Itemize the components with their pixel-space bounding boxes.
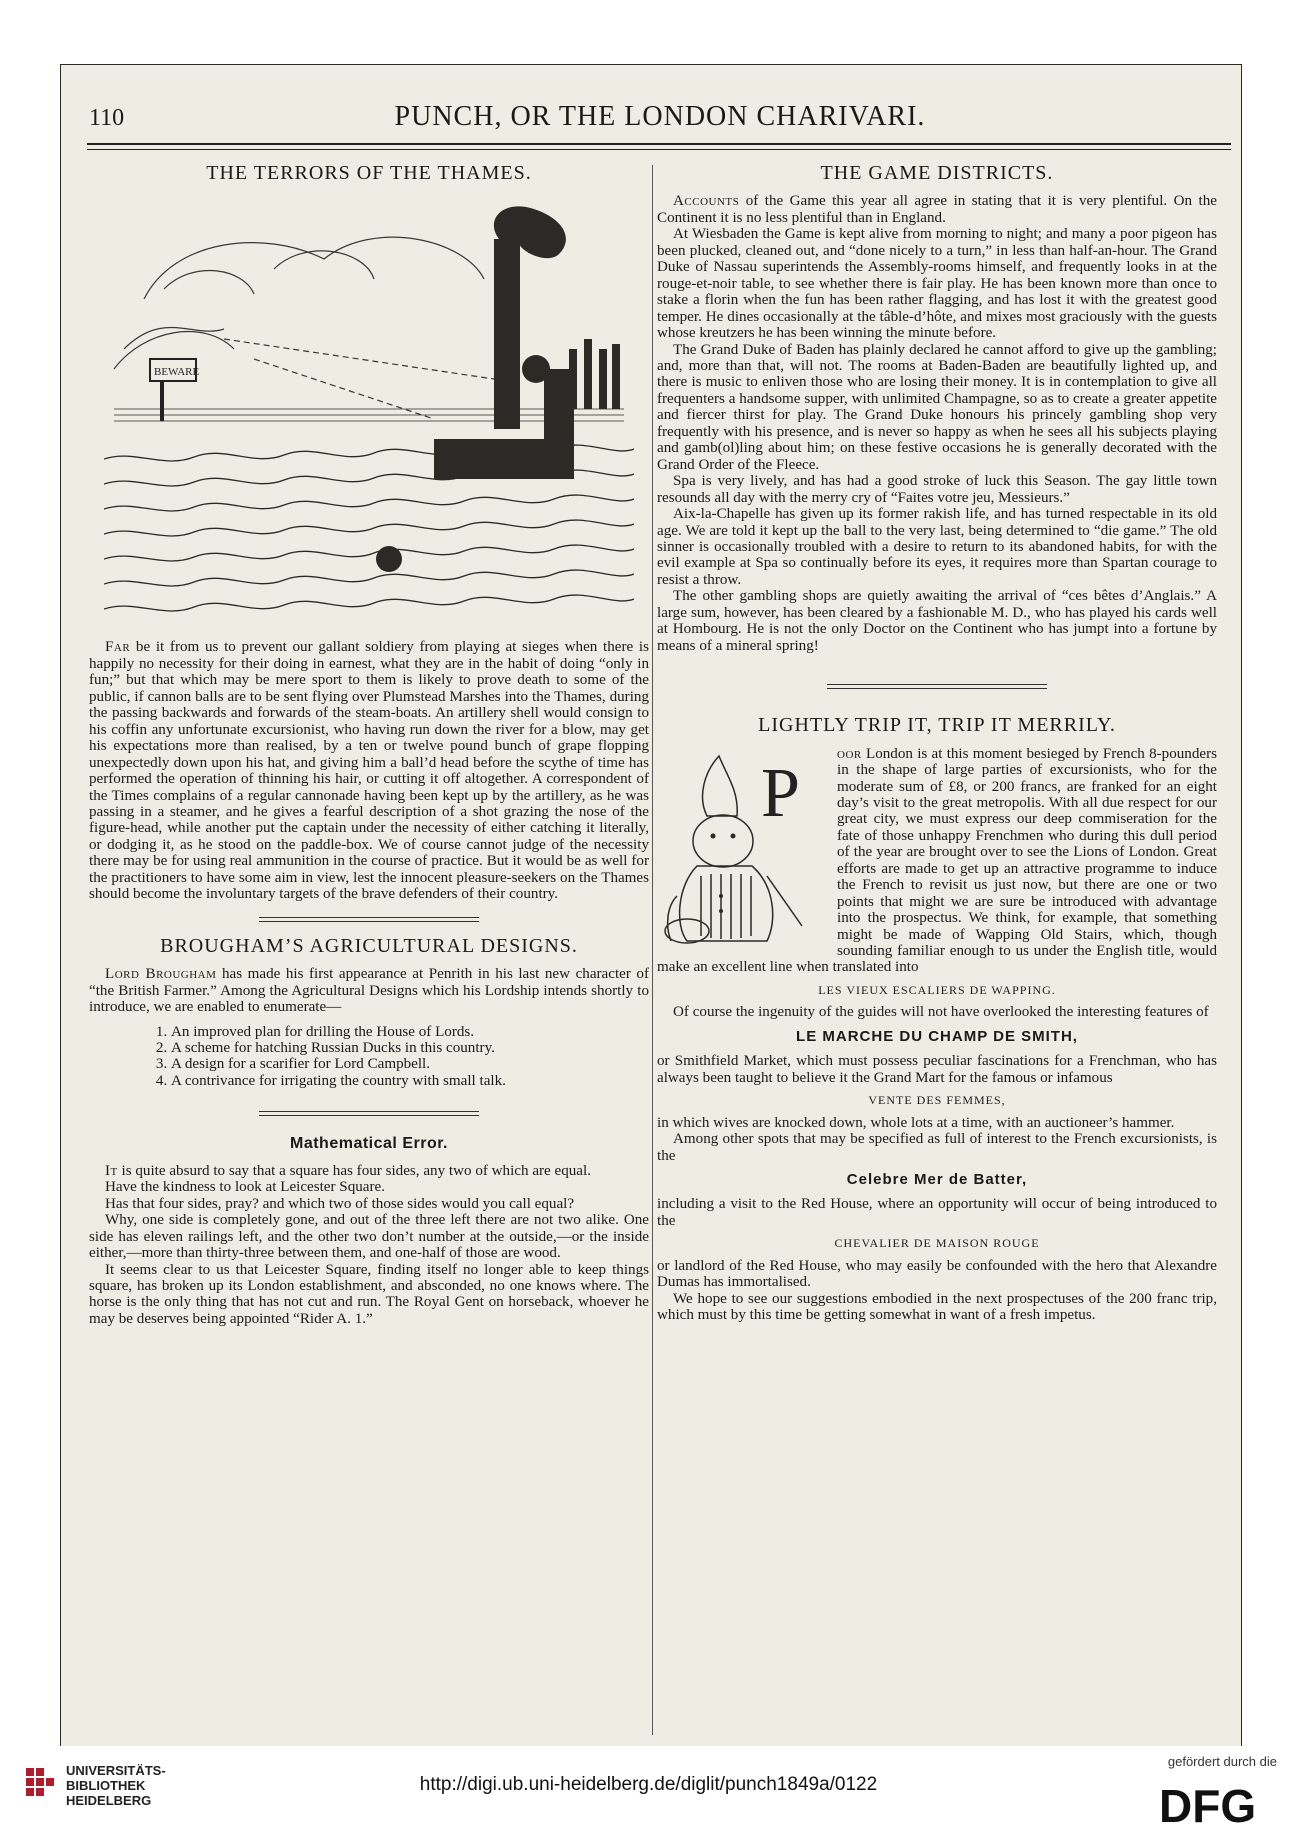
permalink-url[interactable]: http://digi.ub.uni-heidelberg.de/diglit/punch1849a/0122 [419,1774,878,1795]
article-paragraph: Spa is very lively, and has had a good stroke of luck this Season. The gay little town resounds all day with the merry cry of “Faites votre jeu, Messieurs.” [657,473,1217,506]
article-paragraph: Aix-la-Chapelle has given up its former rakish life, and has turned respectable in its old age. We are told it kept up the ball to the very last, being determined to “die game.” The old sinner is occasionally troubled with a desire to return to its abandoned habits, for with the evil example at Spa so continually before its eyes, it requires more than Spartan courage to resist a throw. [657,506,1217,588]
article-paragraph: Among other spots that may be specified as full of interest to the French excursionists, is the [657,1131,1217,1164]
article-body: has made his first appearance at Penrith in his last new character of “the British Farmer.” Among the Agricultural Designs which his Lordship intends shortly to introduce, we are enabled to enumerate— [89,966,649,1016]
frenchman-illustration [657,746,829,944]
list-item: 2. A scheme for hatching Russian Ducks in this country. [171,1040,649,1056]
article-lead-word: Lord Brougham [105,966,217,983]
list-item: 1. An improved plan for drilling the House of Lords. [171,1024,649,1040]
article-paragraph: or landlord of the Red House, who may easily be confounded with the hero that Alexandre Dumas has immortalised. [657,1257,1217,1291]
section-divider [827,684,1047,689]
article-title: LIGHTLY TRIP IT, TRIP IT MERRILY. [758,714,1116,737]
designs-list [89,1024,649,1090]
page-scan [60,64,1242,1748]
article-mathematical-error [89,1136,649,1327]
article-lead-word: oor [837,745,862,762]
article-paragraph: is quite absurd to say that a square has four sides, any two of which are equal. [117,1162,591,1179]
article-lead-word: Accounts [673,193,740,210]
drop-cap-letter: P [761,754,800,832]
french-caption-bold: Celebre Mer de Batter, [846,1171,1028,1189]
library-name-line: UNIVERSITÄTS- [66,1763,166,1778]
article-body: be it from us to prevent our gallant soldiery from playing at sieges when there is happily no necessity for their doing in earnest, what they are in the habit of doing “only in fun;” but that which may be mere sport to them is likely to prove death to some of the public, if cannon balls are to be sent flying over Plumstead Marshes into the Thames, during the passing backwards and forwards of the steam-boats. An artillery shell would consign to his coffin any unfortunate excursionist, who having run down the river for a blow, may get his expectations more than realised, by a ten or twelve pound bunch of grape flopping unexpectedly down upon his hat, and giving him a ball’d head before the scythe of time has performed the operation of thinning his hair, or cutting it off altogether. A correspondent of the Times complains of a regular cannonade having been kept up by the artillery, as he was passing in a steamer, and he gives a fearful description of a shot grazing the nose of the figure-head, while another put the captain under the necessity of either catching it literally, or dodging it, as he stood on the paddle-box. We of course cannot judge of the necessity there may be for using real ammunition in the course of practice. But it would be as well for the practitioners to have some aim in view, lest the innocent pleasure-seekers on the Thames should become the involuntary targets of the brave defenders of their country. [89,639,649,903]
article-lead-word: Far [105,639,131,656]
dfg-logo-text: DFG [1159,1782,1257,1826]
library-name-line: HEIDELBERG [66,1793,152,1808]
french-caption: VENTE DES FEMMES, [868,1093,1006,1108]
article-paragraph: The Grand Duke of Baden has plainly declared he cannot afford to give up the gambling; and, more than that, will not. The rooms at Baden-Baden are beautifully lighted up, and there is music to enliven those who are losing their money. It is in contemplation to give all frequenters a handsome supper, with unlimited Champagne, so as to create a greater appetite and fiercer thirst for play. The Grand Duke honours his princely gambling shop very frequently with his presence, and is never so happy as when he sees all his subjects playing and gamb(ol)ling about him; on these festive occasions he is generally decorated with the Grand Order of the Fleece. [657,341,1217,473]
article-paragraph: in which wives are knocked down, whole lots at a time, with an auctioneer’s hammer. [657,1114,1175,1131]
header-rule-thin [87,149,1231,150]
article-broughams-agricultural-designs [89,934,649,1090]
journal-title: PUNCH, OR THE LONDON CHARIVARI. [394,101,926,132]
dfg-logo-icon [1159,1782,1277,1826]
french-caption: CHEVALIER DE MAISON ROUGE [834,1236,1040,1251]
article-title: THE TERRORS OF THE THAMES. [206,162,532,184]
article-terrors-of-the-thames [89,162,649,903]
beware-sign-text: BEWARE [154,366,200,379]
funded-by-label: gefördert durch die [1167,1754,1277,1769]
right-column [657,162,1217,1324]
article-paragraph: Have the kindness to look at Leicester Square. [105,1179,385,1196]
column-divider [652,165,653,1735]
header-rule [87,143,1231,145]
article-paragraph: Has that four sides, pray? and which two of those sides would you call equal? [105,1195,575,1212]
section-divider [259,917,479,922]
article-lightly-trip-it [657,714,1217,1324]
running-head [89,101,1231,141]
list-item: 3. A design for a scarifier for Lord Campbell. [171,1056,649,1072]
article-paragraph: The other gambling shops are quietly awaiting the arrival of “ces bêtes d’Anglais.” A large sum, however, has been cleared by a fashionable M. D., who has played his cards well at Hombourg. He is not the only Doctor on the Continent who has jumpt into a fortune by means of a mineral spring! [657,588,1217,654]
section-divider [259,1111,479,1116]
french-caption: LES VIEUX ESCALIERS DE WAPPING. [818,982,1056,997]
page-number: 110 [89,105,125,131]
left-column [89,162,649,1327]
article-paragraph: Of course the ingenuity of the guides will not have overlooked the interesting features of [673,1004,1209,1021]
article-paragraph: or Smithfield Market, which must possess peculiar fascinations for a Frenchman, who has always been taught to believe it the Grand Mart for the famous or infamous [657,1053,1217,1086]
article-paragraph: of the Game this year all agree in stating that it is very plentiful. On the Continent it is no less plentiful than in England. [657,193,1217,226]
article-paragraph: including a visit to the Red House, where an opportunity will occur of being introduced to the [657,1196,1217,1229]
article-title: BROUGHAM’S AGRICULTURAL DESIGNS. [160,934,578,957]
viewer-footer [0,1746,1297,1833]
list-item: 4. A contrivance for irrigating the country with small talk. [171,1073,649,1089]
article-paragraph: At Wiesbaden the Game is kept alive from morning to night; and many a poor pigeon has been plucked, cleaned out, and “done nicely to a turn,” in less than half-an-hour. The Grand Duke of Nassau superintends the Assembly-rooms himself, and frequently looks in at the rouge-et-noir table, to see whether there is fair play. He has been known more than once to stake a florin when the fun has been rather flagging, and has lost it with the greatest good temper. He dines occasionally at the tâble-d’hôte, and mixes most graciously with the guests whose kreutzers he has been winning the minute before. [657,226,1217,342]
article-paragraph: It seems clear to us that Leicester Square, finding itself no longer able to keep things square, has broken up its London establishment, and absconded, no one knows where. The horse is the only thing that has not cut and run. The Royal Gent on horseback, whoever he may be deserves being appointed “Rider A. 1.” [89,1261,649,1327]
french-caption-bold: LE MARCHE DU CHAMP DE SMITH, [796,1027,1078,1045]
article-title: Mathematical Error. [290,1135,448,1153]
article-paragraph: Why, one side is completely gone, and out of the three left there are not two alike. One side has eleven railings left, and the other two don’t number at the outside,—or the inside either,—more than thirty-three between them, and one-half of those are wood. [89,1212,649,1262]
article-game-districts [657,162,1217,654]
article-title: THE GAME DISTRICTS. [820,162,1054,184]
article-paragraph: We hope to see our suggestions embodied in the next prospectuses of the 200 franc trip, which must by this time be getting somewhat in want of a fresh impetus. [657,1290,1217,1324]
library-name-line: BIBLIOTHEK [66,1778,146,1793]
article-paragraph: London is at this moment besieged by French 8-pounders in the shape of large parties of excursionists, who for the moderate sum of £8, or 200 francs, are franked for an eight day’s visit to the great metropolis. With all due respect for our great city, we must express our deep commiseration for the fate of those unhappy Frenchmen who during this dull period of the year are brought over to see the Lions of London. Great efforts are made to get up an attractive programme to induce the French to revisit us just now, but there are one or two points that might we are sure be introduced with advantage into the prospectus. We think, for example, that something might be made of Wapping Old Stairs, which, though sounding familiar enough to us under the English title, would make an excellent line when translated into [657,745,1217,976]
thames-steamer-illustration [104,199,634,629]
article-lead-word: It [105,1162,118,1179]
